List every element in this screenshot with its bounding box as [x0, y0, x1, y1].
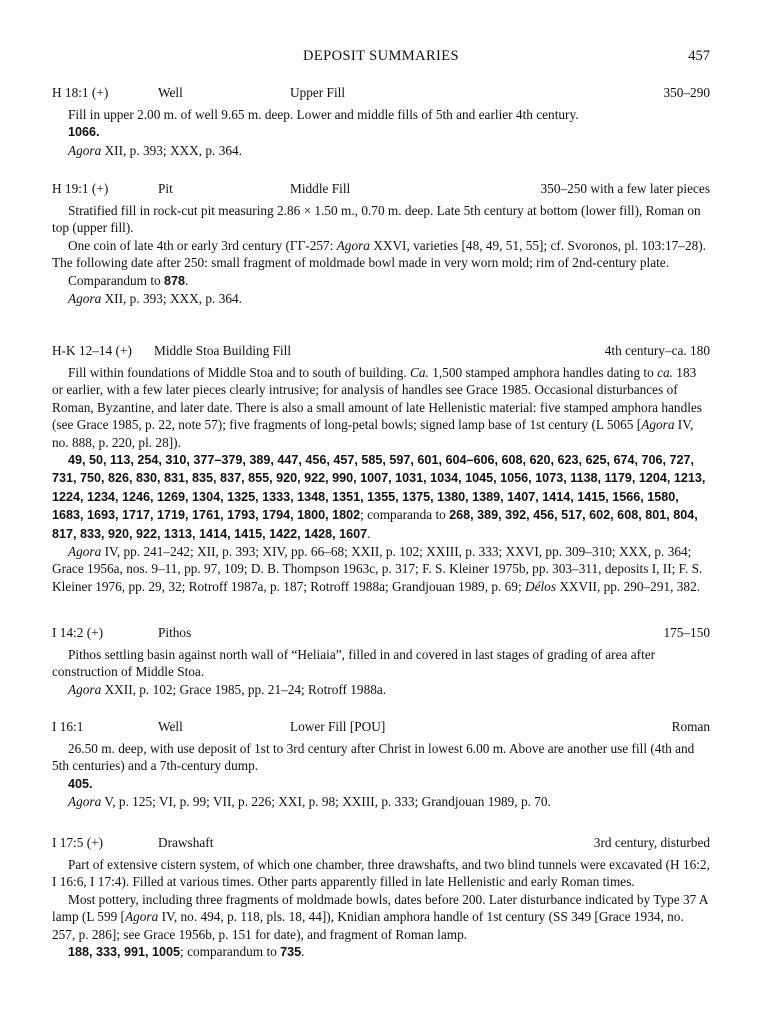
deposit-entry: [52, 834, 710, 961]
deposit-id: H 19:1 (+): [52, 181, 109, 196]
page-number: 457: [688, 48, 710, 64]
deposit-type: Pithos: [158, 625, 192, 640]
entry-heading: [52, 180, 710, 198]
catalog-numbers: 405.: [68, 776, 93, 791]
deposit-entry: [52, 84, 710, 159]
running-header: [52, 48, 710, 70]
deposit-id: H-K 12–14 (+): [52, 343, 132, 358]
deposit-entry: [52, 624, 710, 698]
references: Agora XII, p. 393; XXX, p. 364.: [68, 291, 242, 307]
deposit-type: Drawshaft: [158, 835, 214, 850]
comparandum: Comparandum to 878.: [68, 272, 189, 288]
deposit-type: Well: [158, 719, 183, 734]
entry-heading: [52, 834, 710, 852]
deposit-fill: Upper Fill: [290, 85, 346, 100]
references: Agora XXII, p. 102; Grace 1985, pp. 21–24; Rotroff 1988a.: [68, 681, 387, 697]
deposit-id: H 18:1 (+): [52, 85, 109, 100]
references: Agora IV, pp. 241–242; XII, p. 393; XIV, pp. 66–68; XXII, p. 102; XXIII, p. 333; XXVI, pp. 309–310; XXX, p. 364; Grace 1956a, nos. 9–11, pp. 97, 109; D. B. Thompson 1963c, p. 317; F. S. Kleiner 1975b, pp. 303–311, deposits I, II; F. S. Kleiner 1976, pp. 29, 32; Rotroff 1987a, p. 187; Rotroff 1988a; Grandjouan 1989, p. 69; Délos XXVII, pp. 290–291, 382.: [52, 544, 703, 594]
deposit-description: Pithos settling basin against north wall of “Heliaia”, filled in and covered in last stages of grading of area after construction of Middle Stoa.: [52, 647, 656, 680]
deposit-date: Roman: [671, 719, 710, 734]
deposit-description: 26.50 m. deep, with use deposit of 1st to 3rd century after Christ in lowest 6.00 m. Above are another use fill (4th and 5th centuries) and a 7th-century dump.: [52, 741, 695, 774]
deposit-description: Fill in upper 2.00 m. of well 9.65 m. deep. Lower and middle fills of 5th and earlier 4th century.: [68, 107, 579, 122]
deposit-date: 175–150: [663, 625, 710, 640]
catalog-numbers: 49, 50, 113, 254, 310, 377–379, 389, 447, 456, 457, 585, 597, 601, 604–606, 608, 620, 623, 625, 674, 706, 727, 731, 750, 826, 830, 831, 835, 837, 855, 920, 922, 990, 1007, 1031, 1034, 1045, 1056, 1073, 1138, 1179, 1204, 1213, 1224, 1234, 1246, 1269, 1304, 1325, 1333, 1348, 1351, 1355, 1375, 1380, 1389, 1407, 1414, 1415, 1566, 1580, 1683, 1693, 1717, 1719, 1761, 1793, 1794, 1800, 1802; comparanda to 268, 389, 392, 456, 517, 602, 608, 801, 804, 817, 833, 920, 922, 1313, 1414, 1415, 1422, 1428, 1607.: [52, 453, 706, 541]
deposit-entry: [52, 342, 710, 595]
catalog-numbers: 188, 333, 991, 1005; comparandum to 735.: [68, 944, 305, 960]
references: Agora V, p. 125; VI, p. 99; VII, p. 226; XXI, p. 98; XXIII, p. 333; Grandjouan 1989, p. 70.: [68, 794, 551, 810]
deposit-entry: [52, 718, 710, 811]
deposit-id: I 17:5 (+): [52, 835, 104, 850]
deposit-description-2: One coin of late 4th or early 3rd century (ΓΓ-257: Agora XXVI, varieties [48, 49, 51, 55]; cf. Svoronos, pl. 103:17–28). The following date after 250: small fragment of moldmade bowl made in very worn mold; rim of 2nd-century plate.: [52, 237, 706, 271]
deposit-date: 350–250 with a few later pieces: [540, 181, 710, 196]
deposit-entry: [52, 180, 710, 307]
entry-heading: [52, 718, 710, 736]
deposit-type: Middle Stoa Building Fill: [154, 343, 292, 358]
entry-heading: [52, 624, 710, 642]
deposit-id: I 14:2 (+): [52, 625, 104, 640]
deposit-date: 350–290: [663, 85, 710, 100]
catalog-numbers: 1066.: [68, 125, 100, 140]
deposit-description: Part of extensive cistern system, of which one chamber, three drawshafts, and two blind tunnels were excavated (H 16:2, I 16:6, I 17:4). Filled at various times. Other parts apparently filled in late Hellenistic and early Roman times.: [52, 857, 710, 890]
deposit-date: 3rd century, disturbed: [593, 835, 710, 850]
deposit-fill: Lower Fill [POU]: [290, 719, 386, 734]
deposit-description-2: Most pottery, including three fragments of moldmade bowls, dates before 200. Later disturbance indicated by Type 37 A lamp (L 599 [Agora IV, no. 494, p. 118, pls. 18, 44]), Knidian amphora handle of 1st century (SS 349 [Grace 1934, no. 257, p. 286]; see Grace 1956b, p. 151 for date), and fragment of Roman lamp.: [52, 891, 708, 942]
entry-heading: [52, 342, 710, 360]
deposit-description: Stratified fill in rock-cut pit measuring 2.86 × 1.50 m., 0.70 m. deep. Late 5th century at bottom (lower fill), Roman on top (upper fill).: [52, 203, 701, 236]
references: Agora XII, p. 393; XXX, p. 364.: [68, 142, 242, 158]
deposit-description: Fill within foundations of Middle Stoa and to south of building. Ca. 1,500 stamped amphora handles dating to ca. 183 or earlier, with a few later pieces clearly intrusive; for analysis of handles see Grace 1985. Occasional disturbances of Roman, Byzantine, and later date. There is also a small amount of late Hellenistic material: five stamped amphora handles (see Grace 1985, p. 22, note 57); five fragments of long-petal bowls; signed lamp base of 1st century (L 5065 [Agora IV, no. 888, p. 220, pl. 28]).: [52, 365, 702, 450]
deposit-date: 4th century–ca. 180: [604, 343, 710, 358]
deposit-id: I 16:1: [52, 719, 84, 734]
entry-heading: [52, 84, 710, 102]
running-title: DEPOSIT SUMMARIES: [303, 48, 459, 64]
deposit-fill: Middle Fill: [290, 181, 351, 196]
deposit-type: Well: [158, 85, 183, 100]
deposit-type: Pit: [158, 181, 173, 196]
